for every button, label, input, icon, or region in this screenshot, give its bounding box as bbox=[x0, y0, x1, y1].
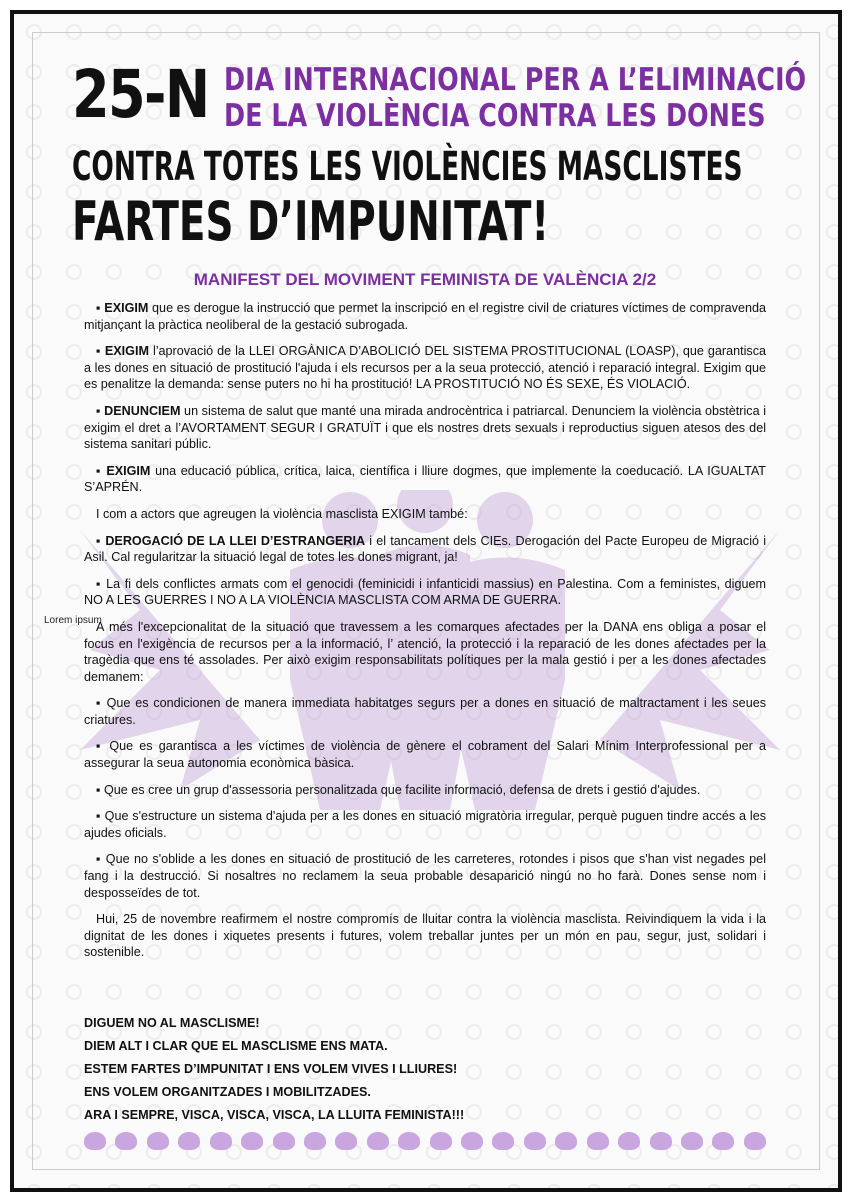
slogan-fartes: FARTES D’IMPUNITAT! bbox=[72, 190, 550, 253]
paragraph-text: ▪ Que no s'oblide a les dones en situació de prostitució de les carreteres, rotondes i pisos que s'han vist negades pel fang i la destrucció. Si nosaltres no reclamem la seua probable desaparició ningú no ho farà. Dones sense nom i desposseïdes de tot. bbox=[84, 852, 766, 900]
paragraph-text: una educació pública, crítica, laica, científica i lliure dogmes, que implemente la coeducació. LA IGUALTAT S’APRÉN. bbox=[84, 463, 766, 495]
paragraph-text: ▪ Que es condicionen de manera immediata habitatges segurs per a dones en situació de maltractament i les seues criatures. bbox=[84, 696, 766, 727]
paragraph-text: l’aprovació de la LLEI ORGÀNICA D’ABOLICIÓ DEL SISTEMA PROSTITUCIONAL (LOASP), que garantisca a les dones en situació de prostitució l'ajuda i els recursos per a la seua protecció, atenció i reparació integral. Exigim que es penalitze la demanda: sense puters no hi ha prostitució! LA PROSTITUCIÓ NO ÉS SEXE, ÉS VIOLACIÓ. bbox=[84, 344, 766, 392]
hand-icon bbox=[398, 1132, 420, 1150]
hand-icon bbox=[367, 1132, 389, 1150]
manifest-paragraph bbox=[84, 851, 766, 901]
footer-hands-decoration bbox=[84, 1132, 766, 1154]
hand-icon bbox=[115, 1132, 137, 1150]
manifest-paragraph bbox=[84, 300, 766, 333]
paragraph-lead: ▪ EXIGIM bbox=[96, 344, 149, 359]
manifest-subtitle: MANIFEST DEL MOVIMENT FEMINISTA DE VALÈNCIA 2/2 bbox=[193, 270, 657, 289]
hand-icon bbox=[681, 1132, 703, 1150]
manifest-paragraph bbox=[84, 619, 766, 685]
hand-icon bbox=[650, 1132, 672, 1150]
paragraph-lead: ▪ EXIGIM bbox=[96, 301, 149, 315]
closing-slogans bbox=[84, 1012, 784, 1127]
closing-line: DIEM ALT I CLAR QUE EL MASCLISME ENS MATA. bbox=[84, 1039, 388, 1053]
paragraph-text: ▪ La fi dels conflictes armats com el genocidi (feminicidi i infanticidi massius) en Palestina. Com a feministes, diguem NO A LES GUERRES I NO A LA VIOLÈNCIA MASCLISTA COM ARMA DE GUERRA. bbox=[84, 576, 766, 608]
manifest-paragraph bbox=[84, 911, 766, 961]
paragraph-lead: ▪ DEROGACIÓ DE LA LLEI D’ESTRANGERIA bbox=[96, 533, 366, 548]
manifest-paragraph bbox=[84, 738, 766, 771]
manifest-paragraph bbox=[84, 533, 766, 566]
manifest-paragraph bbox=[84, 808, 766, 841]
closing-line: ARA I SEMPRE, VISCA, VISCA, VISCA, LA LLUITA FEMINISTA!!! bbox=[84, 1108, 465, 1122]
hand-icon bbox=[587, 1132, 609, 1150]
closing-line: ESTEM FARTES D’IMPUNITAT I ENS VOLEM VIVES I LLIURES! bbox=[84, 1062, 458, 1076]
manifest-paragraph bbox=[84, 403, 766, 453]
paragraph-text: Hui, 25 de novembre reafirmem el nostre compromís de lluitar contra la violència masclista. Reivindiquem la vida i la dignitat de les dones i xiquetes presents i futures, volem treballar juntes per un món en pau, segur, just, solidari i sostenible. bbox=[84, 912, 766, 960]
paragraph-lead: ▪ EXIGIM bbox=[96, 463, 151, 478]
manifest-paragraph bbox=[84, 695, 766, 728]
paragraph-text: ▪ Que es cree un grup d'assessoria personalitzada que facilite informació, defensa de drets i gestió d'ajudes. bbox=[96, 782, 701, 797]
paragraph-text: ▪ Que es garantisca a les víctimes de violència de gènere el cobrament del Salari Mínim Interprofessional per a assegurar la seua autonomia econòmica bàsica. bbox=[84, 739, 766, 771]
day-title bbox=[224, 62, 807, 134]
hand-icon bbox=[618, 1132, 640, 1150]
hand-icon bbox=[744, 1132, 766, 1150]
hand-icon bbox=[304, 1132, 326, 1150]
manifest-paragraph bbox=[84, 782, 766, 799]
hand-icon bbox=[461, 1132, 483, 1150]
slogan-contra: CONTRA TOTES LES VIOLÈNCIES MASCLISTES bbox=[72, 144, 743, 190]
hand-icon bbox=[178, 1132, 200, 1150]
hand-icon bbox=[524, 1132, 546, 1150]
manifest-paragraph bbox=[84, 463, 766, 496]
closing-line: DIGUEM NO AL MASCLISME! bbox=[84, 1016, 260, 1030]
hand-icon bbox=[712, 1132, 734, 1150]
paragraph-text: un sistema de salut que manté una mirada androcèntrica i patriarcal. Denunciem la violència obstètrica i exigim el dret a l’AVORTAMENT SEGUR I GRATUÏT i que els nostres drets sexuals i reproductius siguen atesos des del sistema sanitari públic. bbox=[84, 403, 766, 452]
paragraph-text: i el tancament dels CIEs. Derogación del Pacte Europeu de Migració i Asil. Cal regularitzar la situació legal de totes les dones migrant, ja! bbox=[84, 533, 766, 565]
hand-icon bbox=[210, 1132, 232, 1150]
closing-line: ENS VOLEM ORGANITZADES I MOBILITZADES. bbox=[84, 1085, 371, 1099]
day-title-line1: DIA INTERNACIONAL PER A L’ELIMINACIÓ bbox=[224, 62, 807, 98]
hand-icon bbox=[335, 1132, 357, 1150]
paragraph-text: que es derogue la instrucció que permet la inscripció en el registre civil de criatures víctimes de compravenda mitjançant la pràctica neoliberal de la gestació subrogada. bbox=[84, 301, 766, 332]
hand-icon bbox=[430, 1132, 452, 1150]
placeholder-text: Lorem ipsum bbox=[44, 615, 102, 626]
hand-icon bbox=[147, 1132, 169, 1150]
paragraph-text: I com a actors que agreugen la violència masclista EXIGIM també: bbox=[96, 506, 468, 521]
manifest-paragraph bbox=[84, 506, 766, 523]
date-title: 25-N bbox=[72, 56, 209, 133]
manifest-paragraph bbox=[84, 343, 766, 393]
hand-icon bbox=[492, 1132, 514, 1150]
manifest-paragraph bbox=[84, 576, 766, 609]
paragraph-text: ▪ Que s'estructure un sistema d'ajuda per a les dones en situació migratòria irregular, perquè puguen tindre accés a les ajudes oficials. bbox=[84, 809, 766, 840]
hand-icon bbox=[84, 1132, 106, 1150]
manifest-body bbox=[84, 300, 766, 971]
hand-icon bbox=[241, 1132, 263, 1150]
day-title-line2: DE LA VIOLÈNCIA CONTRA LES DONES bbox=[224, 98, 766, 134]
paragraph-text: A més l'excepcionalitat de la situació que travessem a les comarques afectades per la DANA ens obliga a posar el focus en l'exigència de recursos per a la informació, l’ atenció, la protecció i la reparació de les dones afectades per la tragèdia que ens té assolades. Per això exigim responsabilitats polítiques per la mala gestió i per a les dones afectades demanem: bbox=[84, 619, 766, 684]
paragraph-lead: ▪ DENUNCIEM bbox=[96, 403, 181, 418]
hand-icon bbox=[273, 1132, 295, 1150]
hand-icon bbox=[555, 1132, 577, 1150]
